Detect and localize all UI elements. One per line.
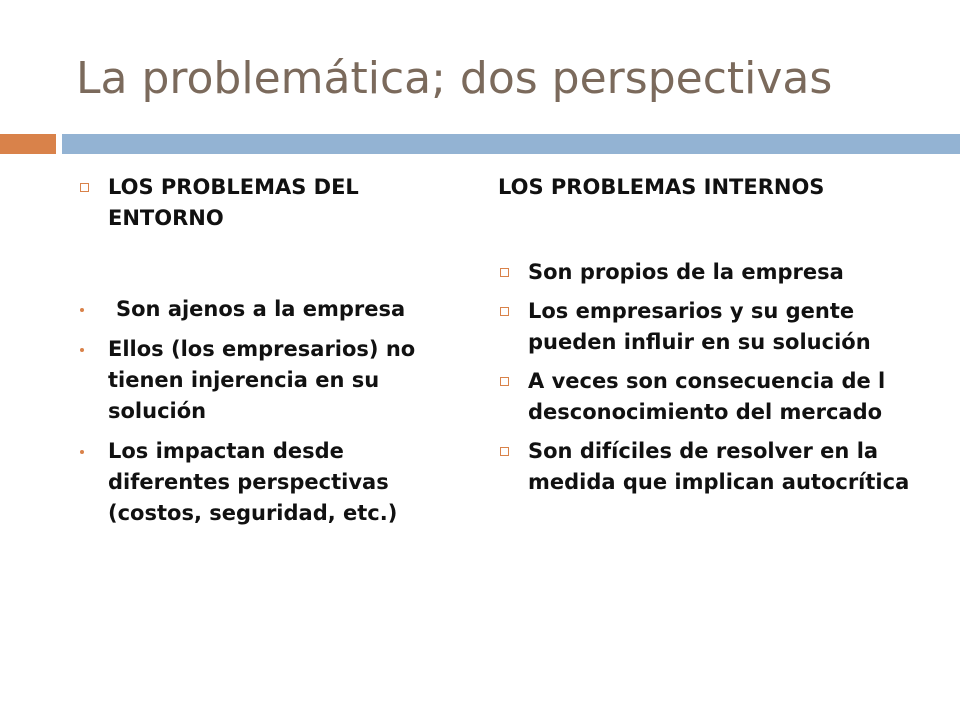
accent-bar-blue bbox=[62, 134, 960, 154]
list-item-text: Son propios de la empresa bbox=[528, 260, 844, 284]
right-column bbox=[498, 172, 938, 506]
accent-bar-orange bbox=[0, 134, 56, 154]
dot-icon bbox=[80, 348, 84, 352]
list-item-text: Los impactan desde diferentes perspectivas (costos, seguridad, etc.) bbox=[108, 439, 398, 525]
dot-icon bbox=[80, 308, 84, 312]
list-item-text: A veces son consecuencia de l desconocimiento del mercado bbox=[528, 369, 886, 424]
list-item bbox=[78, 436, 454, 529]
slide-title: La problemática; dos perspectivas bbox=[76, 53, 833, 104]
left-heading-text: LOS PROBLEMAS DEL ENTORNO bbox=[108, 175, 359, 230]
list-item bbox=[78, 334, 454, 427]
list-item bbox=[498, 296, 938, 358]
dot-icon bbox=[80, 450, 84, 454]
list-item-text: Ellos (los empresarios) no tienen injerencia en su solución bbox=[108, 337, 416, 423]
left-column bbox=[78, 172, 454, 538]
hollow-square-icon bbox=[500, 268, 509, 277]
list-item-text: Son difíciles de resolver en la medida que implican autocrítica bbox=[528, 439, 910, 494]
list-item-text: Son ajenos a la empresa bbox=[116, 297, 406, 321]
hollow-square-icon bbox=[500, 307, 509, 316]
list-item bbox=[498, 366, 938, 428]
right-column-heading: LOS PROBLEMAS INTERNOS bbox=[498, 175, 825, 199]
list-item-text: Los empresarios y su gente pueden influir en su solución bbox=[528, 299, 871, 354]
list-item bbox=[498, 257, 938, 288]
list-item bbox=[498, 436, 938, 498]
hollow-square-icon bbox=[500, 447, 509, 456]
hollow-square-icon bbox=[500, 377, 509, 386]
list-item bbox=[78, 294, 454, 325]
hollow-square-icon bbox=[80, 183, 89, 192]
left-column-heading bbox=[78, 172, 454, 234]
